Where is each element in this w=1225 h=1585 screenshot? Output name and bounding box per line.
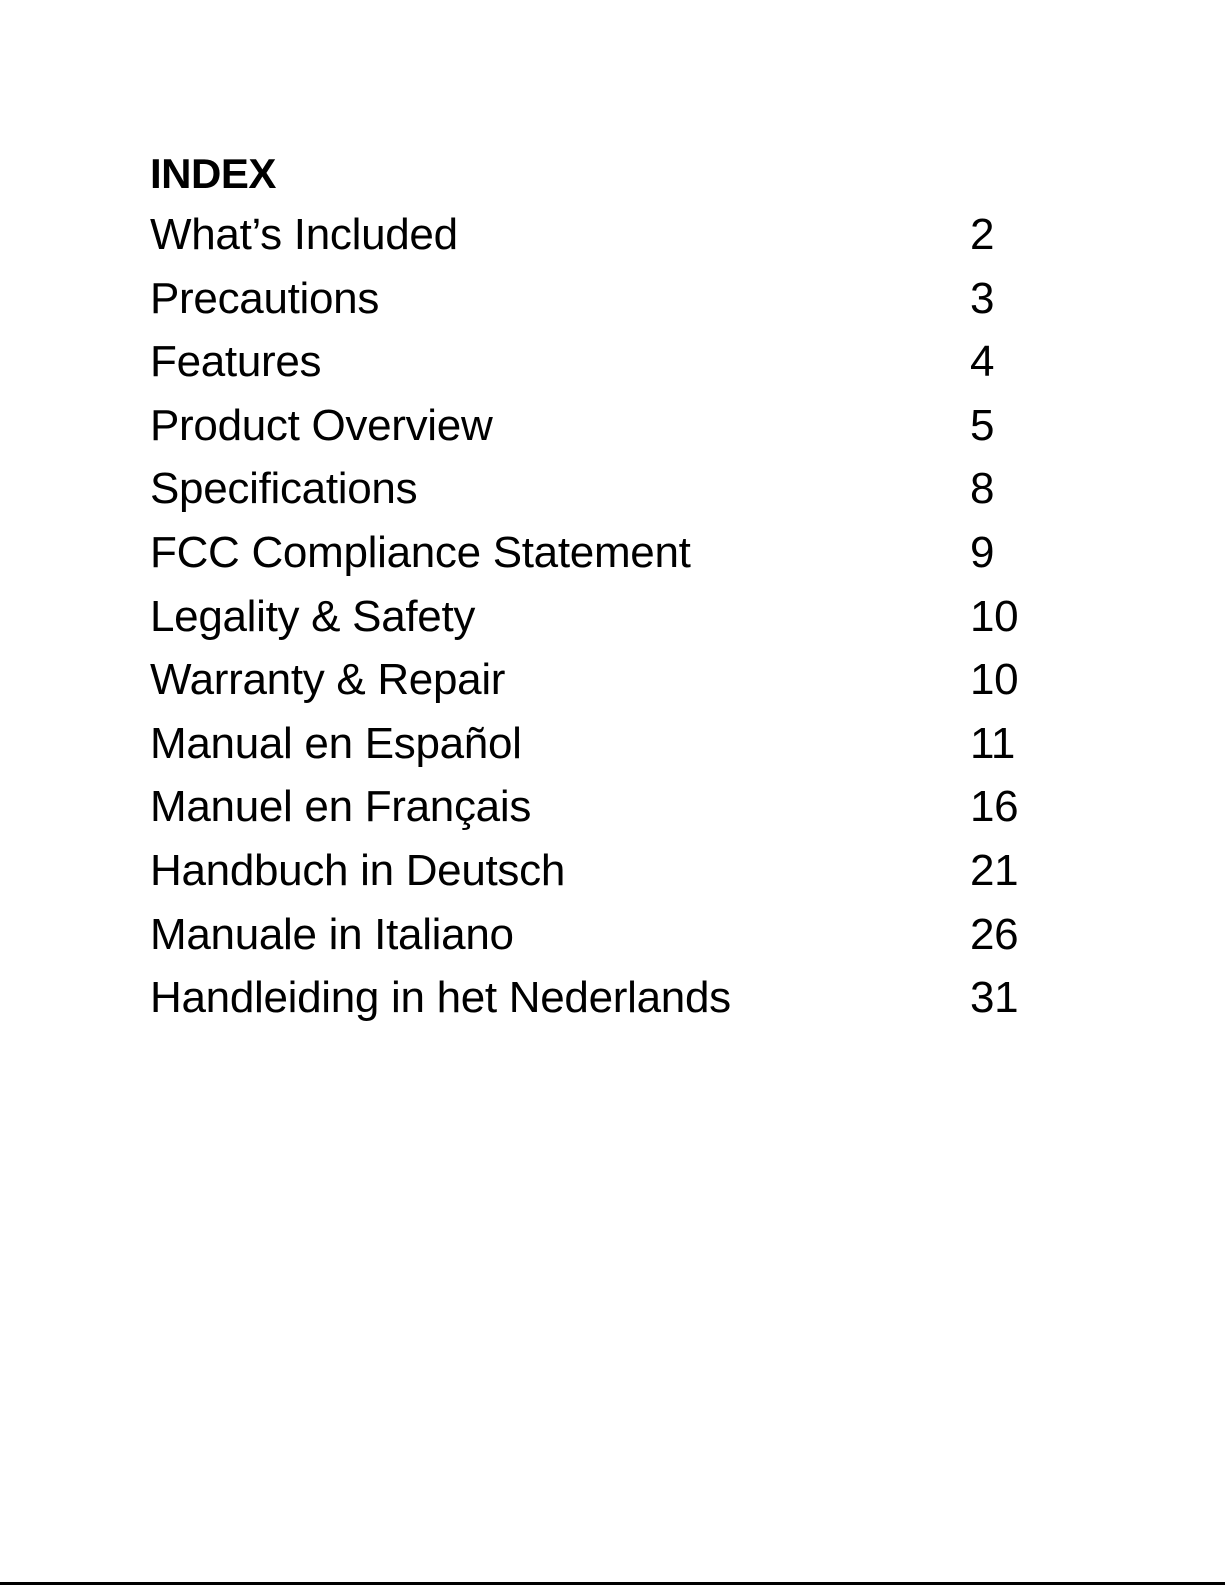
index-entry-page: 8: [970, 464, 995, 514]
index-entry-page: 31: [970, 973, 1019, 1023]
index-entry-label: Manuale in Italiano: [150, 909, 514, 959]
index-entry-specifications: [150, 457, 1050, 521]
index-entry-page: 4: [970, 337, 995, 387]
index-entry-label: Warranty & Repair: [150, 655, 506, 705]
index-entry-features: [150, 330, 1050, 394]
index-entry-label: Manual en Español: [150, 718, 522, 768]
index-entry-manuale-italiano: [150, 903, 1050, 967]
index-entry-label: Handleiding in het Nederlands: [150, 973, 731, 1023]
index-entry-legality-safety: [150, 585, 1050, 649]
index-entry-page: 2: [970, 210, 995, 259]
index-entry-label: Handbuch in Deutsch: [150, 845, 566, 895]
index-entry-label: Manuel en Français: [150, 782, 532, 832]
index-entry-handbuch-deutsch: [150, 839, 1050, 903]
index-entry-page: 11: [970, 718, 1016, 768]
index-title: INDEX: [150, 150, 276, 197]
index-entry-label: Legality & Safety: [150, 591, 476, 641]
index-entry-label: Specifications: [150, 464, 418, 514]
index-section: [150, 145, 1050, 1030]
index-entry-page: 26: [970, 909, 1019, 959]
index-entry-manual-espanol: [150, 712, 1050, 776]
index-entry-page: 3: [970, 273, 995, 323]
index-entry-precautions: [150, 267, 1050, 331]
index-entry-label: What’s Included: [150, 210, 458, 259]
index-entry-product-overview: [150, 394, 1050, 458]
index-list: [150, 203, 1050, 1030]
index-entry-warranty-repair: [150, 648, 1050, 712]
index-entry-page: 9: [970, 527, 995, 577]
index-entry-page: 21: [970, 845, 1019, 895]
index-entry-page: 16: [970, 782, 1019, 832]
index-entry-label: FCC Compliance Statement: [150, 527, 691, 577]
index-entry-label: Precautions: [150, 273, 380, 323]
index-entry-label: Features: [150, 337, 322, 387]
index-entry-page: 10: [970, 655, 1019, 705]
index-entry-page: 5: [970, 400, 995, 450]
index-entry-manuel-francais: [150, 775, 1050, 839]
index-entry-handleiding-nederlands: [150, 966, 1050, 1030]
index-entry-fcc-compliance: [150, 521, 1050, 585]
index-entry-page: 10: [970, 591, 1019, 641]
index-entry-label: Product Overview: [150, 400, 493, 450]
index-entry-whats-included: [150, 203, 1050, 267]
